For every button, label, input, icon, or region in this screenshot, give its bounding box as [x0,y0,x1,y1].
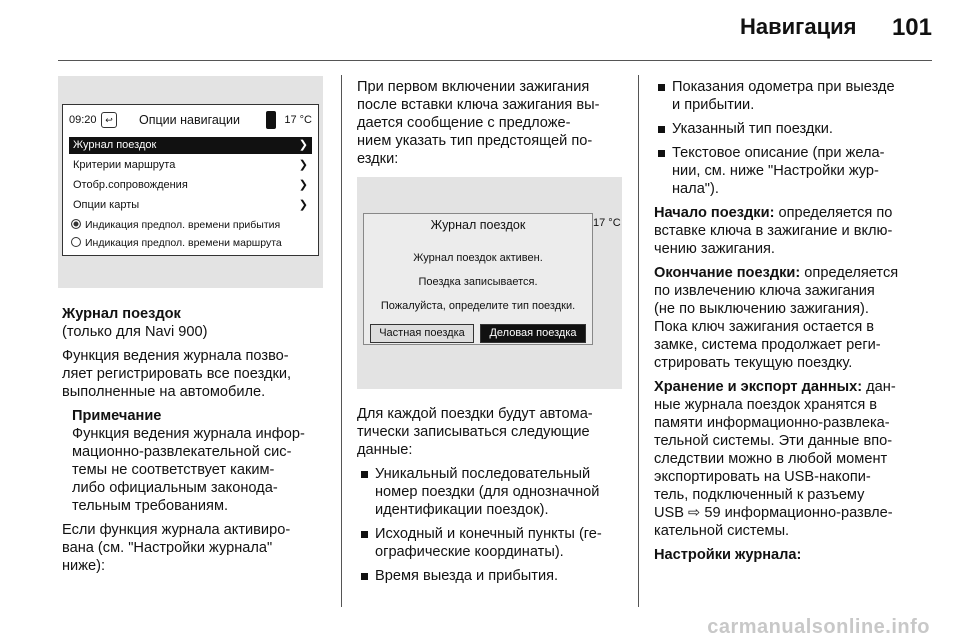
nav-status-bar [69,111,312,131]
text-line: Функция ведения журнала инфор- [72,426,305,442]
column-1 [62,305,332,575]
bullet-icon [658,84,665,91]
bullet-icon [361,573,368,580]
text-line: мационно-развлекательной сис- [72,444,292,460]
chevron-right-icon: ❯ [298,179,308,191]
text-line: ографические координаты). [375,544,564,560]
text-line: ляет регистрировать все поездки, [62,366,292,382]
text-line: экспортировать на USB-накопи- [654,469,871,485]
bullet-icon [361,471,368,478]
text-line: определяется [800,265,899,281]
column-divider-2 [638,75,639,607]
footer [0,614,960,642]
text-line: Показания одометра при выезде [672,79,895,95]
thermometer-icon [266,111,276,129]
radio-selected-icon [71,219,81,229]
menu-item-route-criteria[interactable] [69,157,312,174]
nav-options-screenshot [58,76,323,288]
screen-title: Опции навигации [139,113,240,127]
trip-journal-screenshot [357,177,622,389]
list-item [654,78,936,114]
text-line: Уникальный последовательный [375,466,591,482]
text-line: нием указать тип предстоящей по- [357,133,593,149]
data-list [357,465,629,585]
page-number: 101 [891,14,932,41]
column-2-top [357,78,629,168]
trip-journal-dialog [363,213,593,345]
data-list-continued [654,78,936,198]
header-rule [58,60,932,61]
nav-options-screen [62,104,319,256]
chevron-right-icon: ❯ [298,199,308,211]
dialog-text-line: Пожалуйста, определите тип поездки. [380,300,576,312]
text-line: ездки: [357,151,399,167]
back-icon: ↩ [101,112,117,128]
text-line: Текстовое описание (при жела- [672,145,885,161]
section-subheading: (только для Navi 900) [62,324,208,340]
radio-label: Индикация предпол. времени маршрута [85,237,282,249]
text-line: (не по выключению зажигания). [654,301,869,317]
text-line: ные журнала поездок хранятся в [654,397,878,413]
text-line: вставке ключа в зажигание и вклю- [654,223,893,239]
text-line: кательной системы. [654,523,790,539]
text-line: данные: [357,442,413,458]
note-block [62,407,332,515]
list-item [654,120,936,138]
dialog-text-line: Журнал поездок активен. [413,252,543,264]
menu-item-guidance-display[interactable] [69,177,312,194]
text-line: тически записываться следующие [357,424,590,440]
trip-end-label: Окончание поездки: [654,265,801,281]
text-line: тельным требованиям. [72,498,229,514]
list-item [654,144,936,198]
text-line: либо официальным законода- [72,480,278,496]
bullet-icon [658,150,665,157]
text-line: вана (см. "Настройки журнала" [62,540,273,556]
text-line: стрировать текущую поездку. [654,355,853,371]
text-line: после вставки ключа зажигания вы- [357,97,600,113]
radio-unselected-icon [71,237,81,247]
menu-item-label: Журнал поездок [73,139,157,151]
text-line: дается сообщение с предложе- [357,115,571,131]
menu-item-map-options[interactable] [69,197,312,214]
text-line: USB ⇨ 59 информационно-развле- [654,505,893,521]
dialog-title: Журнал поездок [430,218,526,232]
text-line: нала"). [672,181,719,197]
text-line: Для каждой поездки будут автома- [357,406,593,422]
list-item [357,525,629,561]
list-item [357,465,629,519]
text-line: ниже): [62,558,106,574]
text-line: по извлечению ключа зажигания [654,283,875,299]
text-line: следствии можно в любой момент [654,451,888,467]
radio-arrival-time[interactable] [71,217,280,233]
watermark: carmanualsonline.info [707,616,930,638]
business-trip-button[interactable]: Деловая поездка [480,324,586,343]
text-line: Время выезда и прибытия. [375,568,559,584]
text-line: тель, подключенный к разъему [654,487,865,503]
trip-start-label: Начало поездки: [654,205,775,221]
text-line: Функция ведения журнала позво- [62,348,289,364]
text-line: выполненные на автомобиле. [62,384,266,400]
dialog-text-line: Поездка записывается. [418,276,538,288]
chevron-right-icon: ❯ [298,139,308,151]
bullet-icon [361,531,368,538]
column-3 [654,78,936,564]
chevron-right-icon: ❯ [298,159,308,171]
menu-item-label: Критерии маршрута [73,159,176,171]
text-line: темы не соответствует каким- [72,462,275,478]
text-line: номер поездки (для однозначной [375,484,600,500]
chapter-title: Навигация [740,14,857,39]
menu-item-trip-journal[interactable] [69,137,312,154]
menu-item-label: Опции карты [73,199,140,211]
section-heading: Журнал поездок [62,306,181,322]
text-line: дан- [862,379,896,395]
journal-settings-heading: Настройки журнала: [654,547,802,563]
text-line: замке, система продолжает реги- [654,337,881,353]
text-line: и прибытии. [672,97,755,113]
bullet-icon [658,126,665,133]
text-line: памяти информационно-развлека- [654,415,890,431]
menu-item-label: Отобр.сопровождения [73,179,188,191]
text-line: тельной системы. Эти данные впо- [654,433,893,449]
text-line: Пока ключ зажигания остается в [654,319,875,335]
column-divider-1 [341,75,342,607]
clock-time: 09:20 [69,114,97,126]
radio-label: Индикация предпол. времени прибытия [85,219,281,231]
private-trip-button[interactable]: Частная поездка [370,324,474,343]
temperature: 17 °C [593,217,621,229]
text-line: определяется по [774,205,893,221]
list-item [357,567,629,585]
text-line: При первом включении зажигания [357,79,590,95]
text-line: идентификации поездок). [375,502,549,518]
text-line: нии, см. ниже "Настройки жур- [672,163,879,179]
column-2-bottom [357,405,629,591]
note-title: Примечание [72,408,162,424]
temperature: 17 °C [284,114,312,126]
data-storage-label: Хранение и экспорт данных: [654,379,863,395]
radio-route-time[interactable] [71,235,282,251]
text-line: чению зажигания. [654,241,775,257]
text-line: Если функция журнала активиро- [62,522,291,538]
text-line: Указанный тип поездки. [672,121,833,137]
text-line: Исходный и конечный пункты (ге- [375,526,602,542]
